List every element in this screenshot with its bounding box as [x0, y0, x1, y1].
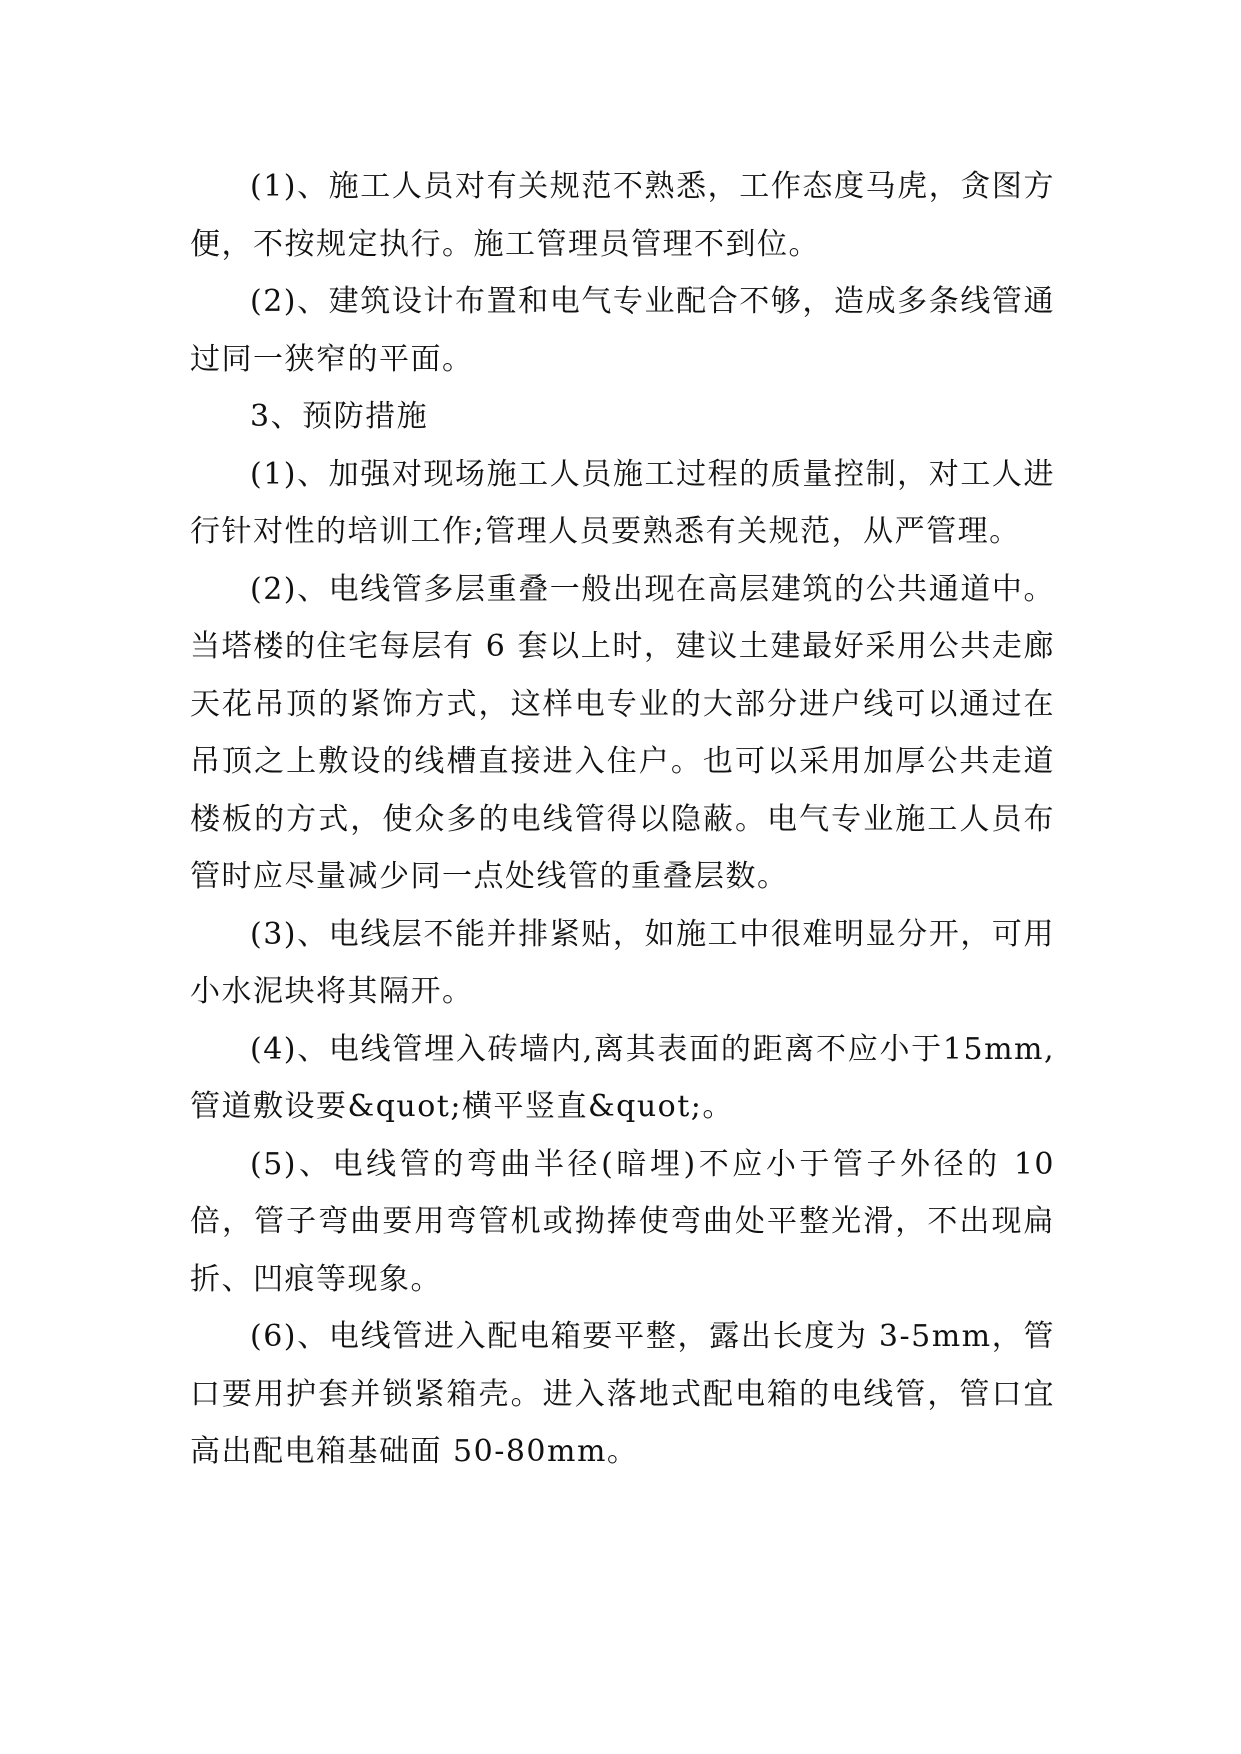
- paragraph-measure-3: (3)、电线层不能并排紧贴，如施工中很难明显分开，可用小水泥块将其隔开。: [190, 916, 1055, 1009]
- paragraph-cause-1: (1)、施工人员对有关规范不熟悉，工作态度马虎，贪图方便，不按规定执行。施工管理员管理不到位。: [190, 169, 1055, 262]
- paragraph-measure-6: (6)、电线管进入配电箱要平整，露出长度为 3-5mm，管口要用护套并锁紧箱壳。进入落地式配电箱的电线管，管口宜高出配电箱基础面 50-80mm。: [190, 1319, 1055, 1469]
- paragraph-measure-5: (5)、电线管的弯曲半径(暗埋)不应小于管子外径的 10 倍，管子弯曲要用弯管机或拗捧使弯曲处平整光滑，不出现扁折、凹痕等现象。: [190, 1146, 1055, 1297]
- document-body: [190, 158, 1055, 1481]
- paragraph-measure-2: (2)、电线管多层重叠一般出现在高层建筑的公共通道中。当塔楼的住宅每层有 6 套以上时，建议土建最好采用公共走廊天花吊顶的紧饰方式，这样电专业的大部分进户线可以通过在吊顶之上敷设的线槽直接进入住户。也可以采用加厚公共走道楼板的方式，使众多的电线管得以隐蔽。电气专业施工人员布管时应尽量减少同一点处线管的重叠层数。: [190, 571, 1055, 894]
- paragraph-measure-1: (1)、加强对现场施工人员施工过程的质量控制，对工人进行针对性的培训工作;管理人员要熟悉有关规范，从严管理。: [190, 456, 1055, 549]
- section-heading-prevention: 3、预防措施: [250, 399, 429, 434]
- paragraph-cause-2: (2)、建筑设计布置和电气专业配合不够，造成多条线管通过同一狭窄的平面。: [190, 284, 1055, 377]
- paragraph-measure-4: (4)、电线管埋入砖墙内,离其表面的距离不应小于15mm,管道敷设要&quot;横平竖直&quot;。: [190, 1031, 1055, 1124]
